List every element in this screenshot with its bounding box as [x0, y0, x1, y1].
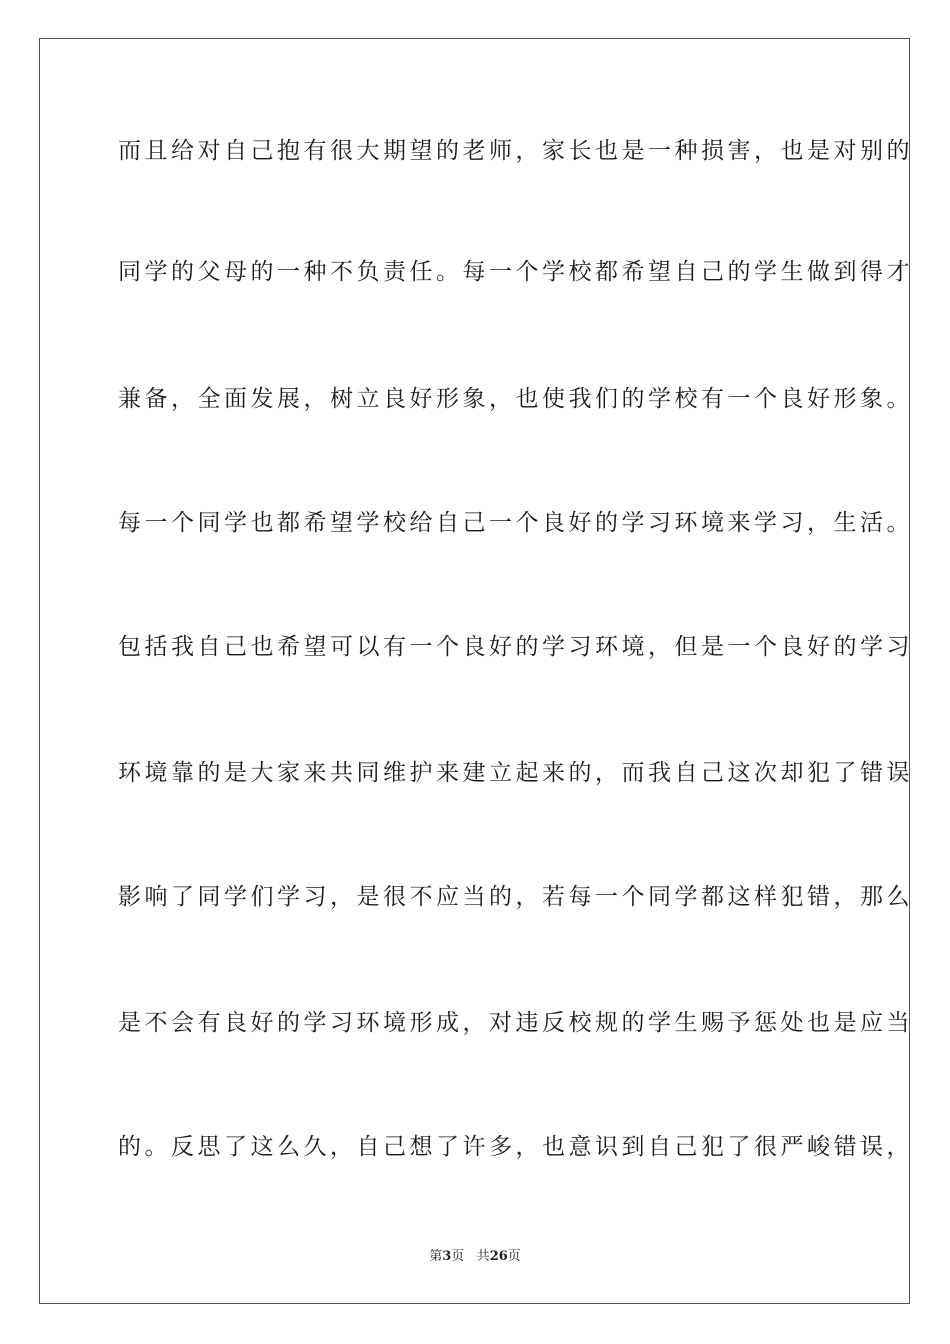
page-prefix: 第: [429, 1249, 443, 1264]
page-border: [39, 38, 910, 1304]
text-line: 的。反思了这么久，自己想了许多，也意识到自己犯了很严峻错误，: [118, 1134, 913, 1160]
text-line: 环境靠的是大家来共同维护来建立起来的，而我自己这次却犯了错误: [118, 760, 913, 786]
text-line: 每一个同学也都希望学校给自己一个良好的学习环境来学习，生活。: [118, 510, 913, 536]
page-footer: [0, 1248, 950, 1266]
page-number: 3: [442, 1249, 452, 1264]
total-pages: 26: [489, 1249, 508, 1264]
total-prefix: 共: [476, 1249, 490, 1264]
text-line: 影响了同学们学习，是很不应当的，若每一个同学都这样犯错，那么: [118, 884, 913, 910]
text-line: 兼备，全面发展，树立良好形象，也使我们的学校有一个良好形象。: [118, 386, 913, 412]
text-line: 而且给对自己抱有很大期望的老师，家长也是一种损害，也是对别的: [118, 138, 913, 164]
text-line: 包括我自己也希望可以有一个良好的学习环境，但是一个良好的学习: [118, 634, 913, 660]
page-suffix: 页: [451, 1249, 465, 1264]
total-suffix: 页: [507, 1249, 521, 1264]
text-line: 是不会有良好的学习环境形成，对违反校规的学生赐予惩处也是应当: [118, 1010, 913, 1036]
text-line: 同学的父母的一种不负责任。每一个学校都希望自己的学生做到得才: [118, 259, 913, 285]
